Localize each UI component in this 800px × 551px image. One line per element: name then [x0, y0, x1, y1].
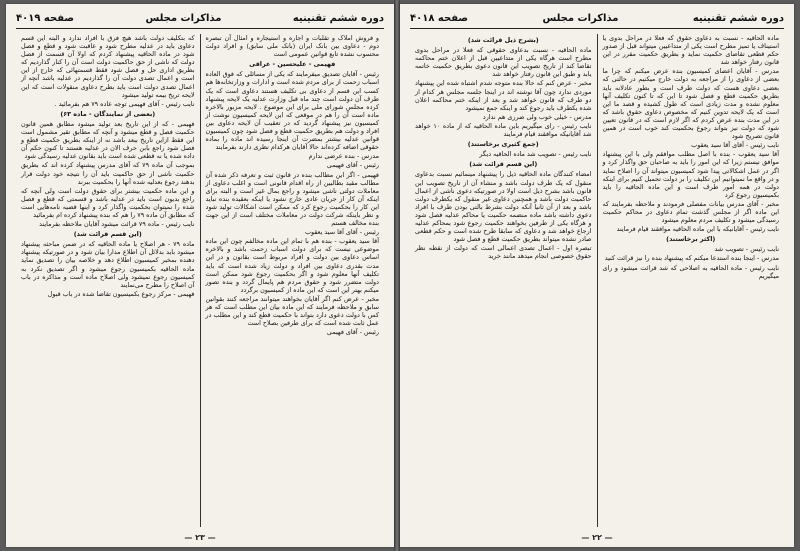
paragraph: فهیمی - اگر این مطالب بنده در قانون ثبت و تعرفه ذکر شده آن مطالب مقید بطالبین از راه اقدام قانونی است و اغلب دعاوی از معاملات دولتی ناشی میشود و راجع بمال غیر است و البته برای اینکه آن کار از جریان عادی خارج نشود یا اینکه بعقیده بنده نباید این کار را بحکمیت رجوع کرد که ممکن است اشکالات تولید شود و نظر باینکه شرکت دولت در معاملات مختلف است از این جهت بنده مخالف هستم [205, 170, 379, 228]
paragraph: (بعضی از نمایندگان - ماده ۶۳) [60, 109, 156, 118]
paragraph: مدرس - اینجا بنده استدعا میکنم که پیشنهاد بنده را نیز قرائت کنید [604, 254, 779, 263]
paragraph: رئیس - آقای فهیمی [326, 328, 379, 337]
paragraph: نایب رئیس - تصویب شد [714, 245, 779, 254]
paragraph: ماده الحاقیه - نسبت به دعاوی حقوق که فعلا در مراحل بدوی یا استیناف یا تمیز مطرح است یکی از متداعیین میتواند قبل از صدور حکم قطعی تقاضای حکمیت نماید و بطریق حکمیت مقرر در این قانون رفتار خواهد شد [602, 34, 779, 67]
left-page-right-column [201, 34, 385, 527]
right-page-right-column [598, 34, 785, 527]
paragraph: نایب رئیس - تصویب شد ماده الحاقیه دیگر [479, 150, 592, 159]
paragraph: رئیس - آقایان تصدیق میفرمایند که یکی از مسائلی که فوق العاده اسباب زحمت از برای مردم شده است و ادارات و وزارتخانه‌ها هم کسب این قسم از دعاوی بی تکلیف هستند دعاوی است که یک طرف آن دولت است چند ماه قبل وزارت عدلیه یک لایحه پیشنهاد کرده مجلس شورای ملی برای این موضوع . لایحه مزبور بالاخره ماده است آن را هم در موقعی که این لایحه کمیسیون نوشت از کمیسیون نیز پیشنهاد گردید که در تعقیب آن لایحه دعاوی بین افراد و دولت هم بطریق حکمیت قطع و فصل شود چون کمیسیون قوانین عدلیه بیشتر بمضرت آن اینجا رسیده اند ماده را بماده حقوقی اضافه کرده‌اند حالا آقایان هرکدام نظری دارند بفرمایند [205, 70, 379, 152]
paragraph: رئیس - آقای فهیمی [326, 161, 379, 170]
paragraph: آقا سید یعقوب - بنده هم با تمام این ماده مخالفم چون این ماده موضوعی نیست که برای دولت اسباب زحمت باشد و بالاخره اساس دعاوی بین دولت و افراد مربوط است بقانون و در این مدت بقدری دعاوی بین افراد و دولت زیاد شده است که باید تکلیف آنها معلوم شود و اگر بحکمیت رجوع شود ممکن است دولت متضرر شود و حقوق مردم هم پایمال گردد و بنده تصور میکنم بهتر این است که این ماده از کمیسیون برگردد [205, 237, 379, 294]
right-page-header [410, 10, 784, 26]
paragraph: و فروش املاک و تقلبات و اجاره و استیجاره و امثال آن تبصره دوم - دعاوی بین بانک ایران (بانک ملی سابق) و افراد دولت محسوب نشده تابع قوانین عمومی است [205, 34, 379, 59]
left-header-title: مذاکرات مجلس [145, 12, 222, 24]
right-header-title: مذاکرات مجلس [542, 12, 619, 24]
right-page-number: — ۲۲ — [581, 533, 613, 542]
paragraph: (این قسم قرائت شد) [469, 160, 538, 169]
paragraph: فهیمی - مرکز رجوع بکمیسیون تقاضا شده در باب قبول [47, 289, 195, 298]
paragraph: رئیس - آقای آقا سید یعقوب [304, 228, 379, 237]
paragraph: (اکثر برخاستند) [666, 235, 716, 244]
paragraph: فهیمی - که از این تاریخ بعد تولید میشود مطابق همین قانون حکمیت فصل و قطع میشود و آنچه که مطابق تقیر مشمول است این فقط ازاین تاریخ ببعد باشد نه از اینکه بطریق حکمیت قطع و فصل شود راجع بابن حرف الان در عدلیه هستند تا کنون حکم آن داده شده یا نه قطعی شده است باید بقانون عدلیه رسیدگی شود [21, 119, 195, 161]
right-header-session: دوره ششم تقنینیه [692, 12, 784, 24]
paragraph: (بشرح ذیل قرائت شد) [467, 36, 539, 44]
paragraph: (این قسم قرائت شد) [73, 230, 142, 239]
right-page-left-column [410, 34, 597, 527]
paragraph: مدرس - بنده عرضی ندارم [308, 152, 379, 161]
left-page [6, 4, 394, 547]
paragraph: (جمع کثیری برخاستند) [467, 140, 539, 149]
paragraph: نایب رئیس - آقای فهیمی توجه عاده ۷۹ هم بفرمائید . [54, 99, 195, 108]
left-header-page-label: صفحه ۴۰۱۹ [16, 12, 75, 24]
paragraph: امضاء کنندگان ماده الحاقیه ذیل را پیشنهاد مینمائیم نسبت بدعاوی منقول که یک طرف دولت باشد و منشاء آن از تاریخ تصویب این قانون باشد بشرح ذیل است اولا در صورتیکه دعوی ناشی از اعمال حاکمیت دولت باشد و همچنین دعاوی غیر منقول که یکطرف دولت باشد و بعد از آن ثانیا آنکه دولت بشرط بالتی بودن طرف با افراد دعوی داشته باشد ماده منضمه حکمیت یا محاکم عدلیه فصل شود و هرگاه یکی از طرفین بخواهند حکمیت رجوع شود بمحاکم عدلیه ارجاع خواهد شد و دعاوی که سابقا طرح شده است و حکم قطعی صادر نشده میتواند بطریق حکمیت قطع و فصل شود [415, 170, 592, 244]
paragraph: و این ماده حکمیت بیشتر برای حقوق دولت است ولی آنچه که راجع بدیون است باید در عدلیه باشد و قسمتی که قطع و فصل شده را نمیتوان بحکمیت واگذار کرد و اینها قضیه نامه‌هایی است که مطابق آن ماده ۷۹ را هم که بنده پیشنهاد کرده ام بفرمائید [21, 186, 195, 219]
paragraph: آقا سید یعقوب - بنده با اصل مطلب موافقم ولی با این پیشنهاد موافق نیستم زیرا که این امور را باید به صاحبان حق واگذار کرد و اگر در عمل اشکالاتی پیدا شود کمیسیون میتواند آن را اصلاح نماید و در واقع ما نمیتوانیم این تکلیف را بر دولت تحمیل کنیم برای اینکه دولت در همه امور طرف است و این ماده الحاقیه را باید بکمیسیون رجوع کرد [602, 150, 779, 199]
left-page-left-column [16, 34, 200, 527]
paragraph: نایب رئیس - آقایانیکه با این ماده الحاقیه موافقند قیام فرمایند [616, 225, 779, 234]
speaker-list: فهیمی - علیحسین - عراقی [249, 60, 336, 69]
paragraph: نایب رئیس - ماده ۷۹ قرائت میشود آقایان ملاحظه بفرمایند [39, 220, 195, 229]
left-header-session: دوره ششم تقنینیه [292, 12, 384, 24]
paragraph: نایب رئیس - ماده الحاقیه به اصلاحی که شد قرائت میشود و رای میگیریم [602, 263, 779, 280]
left-page-header [16, 10, 384, 26]
left-page-number: — ۲۳ — [184, 533, 216, 542]
paragraph: بموجب آن ماده ۷۹ که آقای مدرس پیشنهاد کرده اند که بطریق حکمیت ناشی از حق حاکمیت باید آن را نتیجه خود دولت قرار بدهند رجوع بعدلیه شده آنها را بحکمیت ببرند [21, 161, 195, 186]
left-page-columns [16, 34, 384, 527]
paragraph: مخبر - عرض کنم اگر آقایان بخواهند میتوانند مراجعه کنند بقوانین سابق و ملاحظه فرمایند که این ماده بیان این مطلب است که هر کس با دولت دعوی دارد بتواند با حکمیت قطع کند و این مطلب در عمل ثابت شده است که برای طرفین بصلاح است [205, 294, 379, 328]
paragraph: مدرس - آقایان اعضای کمیسیون بنده عرض میکنم که چرا ما بعضی از دعاوی را از مراجعه به دولت خارج میکنیم در حالتی که بعضی دعاوی هست که دولت طرف است و بطور عادلانه باید بطریق حکمیت قطع و فصل شود تا این که تا کنون تکلیف آنها معلوم نشده و مدت زیادی است که طول کشیده و قصد ما این است که یک لایحه تدوین کنیم که مخصوص دعاوی حقوق باشد که در این مدت بنده عرض کردم که اگر لازم است که در قانون تعیین شود که دولت نیز بتواند رجوع بحکمیت کند خوب است در همین قانون تصریح شود [602, 67, 779, 141]
left-header-rule [16, 28, 384, 29]
paragraph: که بتکلیف دولت باشد هیچ فرق با افراد ندارد و البته این قسم دعاوی باید در عدلیه مطرح شود و عاقبت شود و قطع و فصل شود در ماده الحاقیه پیشنهاد کردم که اولا آن قسمت از فصل دولت که ناشی از حق حاکمیت دولت است آن را کنار گذاردیم که بطریق اداری حل و فصل شود فقط قسمتهائی که خارج از این است و اعمال تصدی دولت آن را گذاردیم در عدلیه باشد آنچه از اعمال تصدی دولت است باید بطرح دعاوی منقولات است که این لایحه تریخ بیمه تولید میشود [21, 34, 195, 99]
right-page [400, 4, 794, 547]
paragraph: ماده ۷۹ - هر اصلاح یا ماده الحاقیه که در ضمن مباحثه پیشنهاد میشود باید بدلائل آن اطلاع مدارا بیان شود و در صورتیکه پیشنهاد دهنده بمخبر کمیسیون اطلاع دهد و خلاصه بیان را تصدیق نماید ماده الحاقیه بکمیسیون رجوع میشود و اگر تصدیق نکرد به کمیسیون رجوع نمیشود ولی اصلاح ماده است و مذاکره در باب آن اصلاح را مطرح می‌نمایند [21, 240, 195, 289]
paragraph: ماده الحاقیه - نسبت بدعاوی حقوقی که فعلا در مراحل بدوی مطرح است هرگاه یکی از متداعیین قبل از اعلان ختم محاکمه تقاضا کند از تاریخ تصویب این قانون دعوی بطریق حکمیت خاتمه یابد و طبق این قانون رفتار خواهد شد [415, 46, 592, 79]
right-header-page-label: صفحه ۴۰۱۸ [410, 12, 469, 24]
paragraph: نایب رئیس - رای میگیریم باین ماده الحاقیه که از ماده ۱۰ خواهد شد آقایانیکه موافقند قیام فرمایند [415, 121, 592, 139]
paragraph: مخبر - آقای مدرس بیانات مفصلی فرمودند و ملاحظه بفرمایند که این ماده اگر از مجلس گذشت تمام دعاوی در محاکم حکمیت رسیدگی میشود و تکلیف مردم معلوم میشود [602, 199, 779, 225]
paragraph: تبصره اول - اعمال تصدی اعمالی است که دولت از نقطه نظر حقوق خصوصی انجام میدهد مانند خرید [415, 244, 592, 261]
right-page-columns [410, 34, 784, 527]
right-header-rule [410, 28, 784, 29]
paragraph: نایب رئیس - آقای آقا سید یعقوب [691, 141, 779, 150]
paragraph: مدرس - خیلی خوب ولی ضرری هم ندارد [482, 112, 592, 121]
paragraph: مخبر - عرض کنم که حالا بنده متوجه شدم اشتباه شده این پیشنهاد موردی ندارد چون آقا نوشته اند در اینجا جلسه مجلس هر کدام از دو طرف که قانون خواهد شد و بعد از اینکه ختم محاکمه اعلان شده یکطرف باید رجوع کند و اینکه جمع نمیشود [415, 79, 592, 112]
